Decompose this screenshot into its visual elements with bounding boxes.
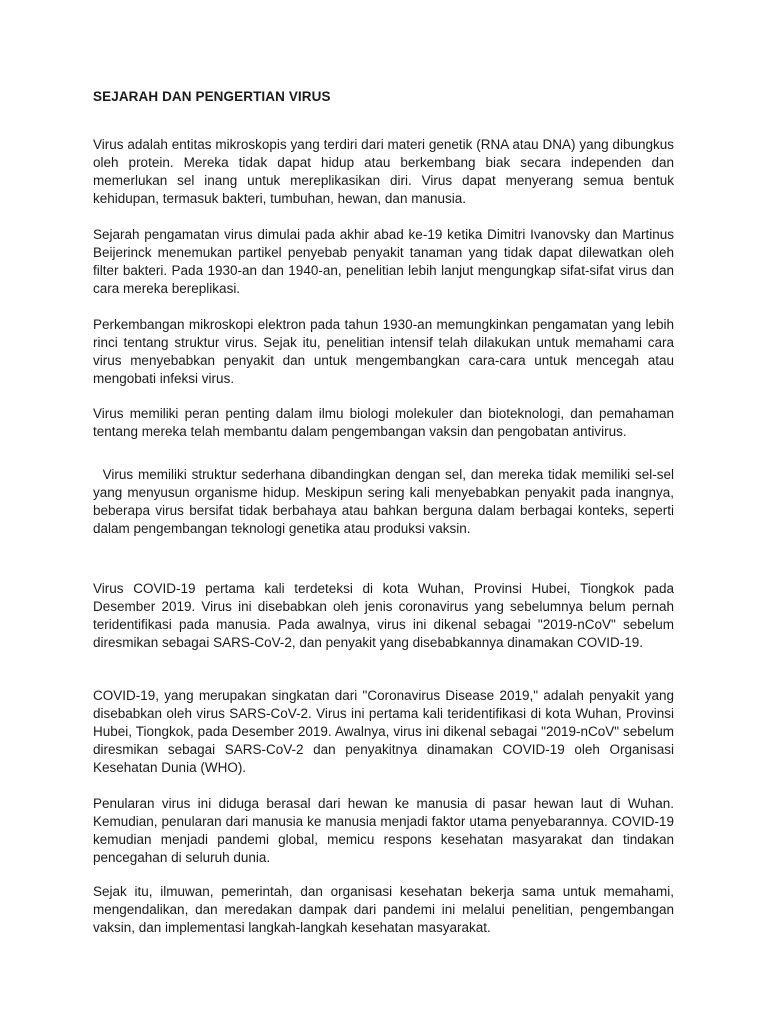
paragraph-covid-transmission: Penularan virus ini diduga berasal dari hewan ke manusia di pasar hewan laut di Wuhan. Kemudian, penularan dari manusia ke manusia menjadi faktor utama penyebarannya. COVID-19 kemudian menjadi pandemi global, memicu respons kesehatan masyarakat dan tindakan pencegahan di seluruh dunia. [93,796,674,865]
paragraph-virus-definition: Virus adalah entitas mikroskopis yang terdiri dari materi genetik (RNA atau DNA) yang dibungkus oleh protein. Mereka tidak dapat hidup atau berkembang biak secara independen dan memerlukan sel inang untuk mereplikasikan diri. Virus dapat menyerang semua bentuk kehidupan, termasuk bakteri, tumbuhan, hewan, dan manusia. [93,137,674,206]
paragraph-covid-detection: Virus COVID-19 pertama kali terdeteksi di kota Wuhan, Provinsi Hubei, Tiongkok pada Desember 2019. Virus ini disebabkan oleh jenis coronavirus yang sebelumnya belum pernah teridentifikasi pada manusia. Pada awalnya, virus ini dikenal sebagai "2019-nCoV" sebelum diresmikan sebagai SARS-CoV-2, dan penyakit yang disebabkannya dinamakan COVID-19. [93,581,674,650]
paragraph-virus-role: Virus memiliki peran penting dalam ilmu biologi molekuler dan bioteknologi, dan pemahaman tentang mereka telah membantu dalam pengembangan vaksin dan pengobatan antivirus. [93,406,674,439]
paragraph-virus-history: Sejarah pengamatan virus dimulai pada akhir abad ke-19 ketika Dimitri Ivanovsky dan Martinus Beijerinck menemukan partikel penyebab penyakit tanaman yang tidak dapat dilewatkan oleh filter bakteri. Pada 1930-an dan 1940-an, penelitian lebih lanjut mengungkap sifat-sifat virus dan cara mereka bereplikasi. [93,227,674,296]
paragraph-covid-definition: COVID-19, yang merupakan singkatan dari "Coronavirus Disease 2019," adalah penyakit yang disebabkan oleh virus SARS-CoV-2. Virus ini pertama kali teridentifikasi di kota Wuhan, Provinsi Hubei, Tiongkok, pada Desember 2019. Awalnya, virus ini dikenal sebagai "2019-nCoV" sebelum diresmikan sebagai SARS-CoV-2 dan penyakitnya dinamakan COVID-19 oleh Organisasi Kesehatan Dunia (WHO). [93,688,674,775]
paragraph-virus-structure: Virus memiliki struktur sederhana dibandingkan dengan sel, dan mereka tidak memiliki sel-sel yang menyusun organisme hidup. Meskipun sering kali menyebabkan penyakit pada inangnya, beberapa virus bersifat tidak berbahaya atau bahkan berguna dalam berbagai konteks, seperti dalam pengembangan teknologi genetika atau produksi vaksin. [93,467,678,536]
paragraph-research-efforts: Sejak itu, ilmuwan, pemerintah, dan organisasi kesehatan bekerja sama untuk memahami, mengendalikan, dan meredakan dampak dari pandemi ini melalui penelitian, pengembangan vaksin, dan implementasi langkah-langkah kesehatan masyarakat. [93,884,674,935]
document-title: SEJARAH DAN PENGERTIAN VIRUS [93,89,331,104]
paragraph-electron-microscopy: Perkembangan mikroskopi elektron pada tahun 1930-an memungkinkan pengamatan yang lebih rinci tentang struktur virus. Sejak itu, penelitian intensif telah dilakukan untuk memahami cara virus menyebabkan penyakit dan untuk mengembangkan cara-cara untuk mencegah atau mengobati infeksi virus. [93,317,674,386]
